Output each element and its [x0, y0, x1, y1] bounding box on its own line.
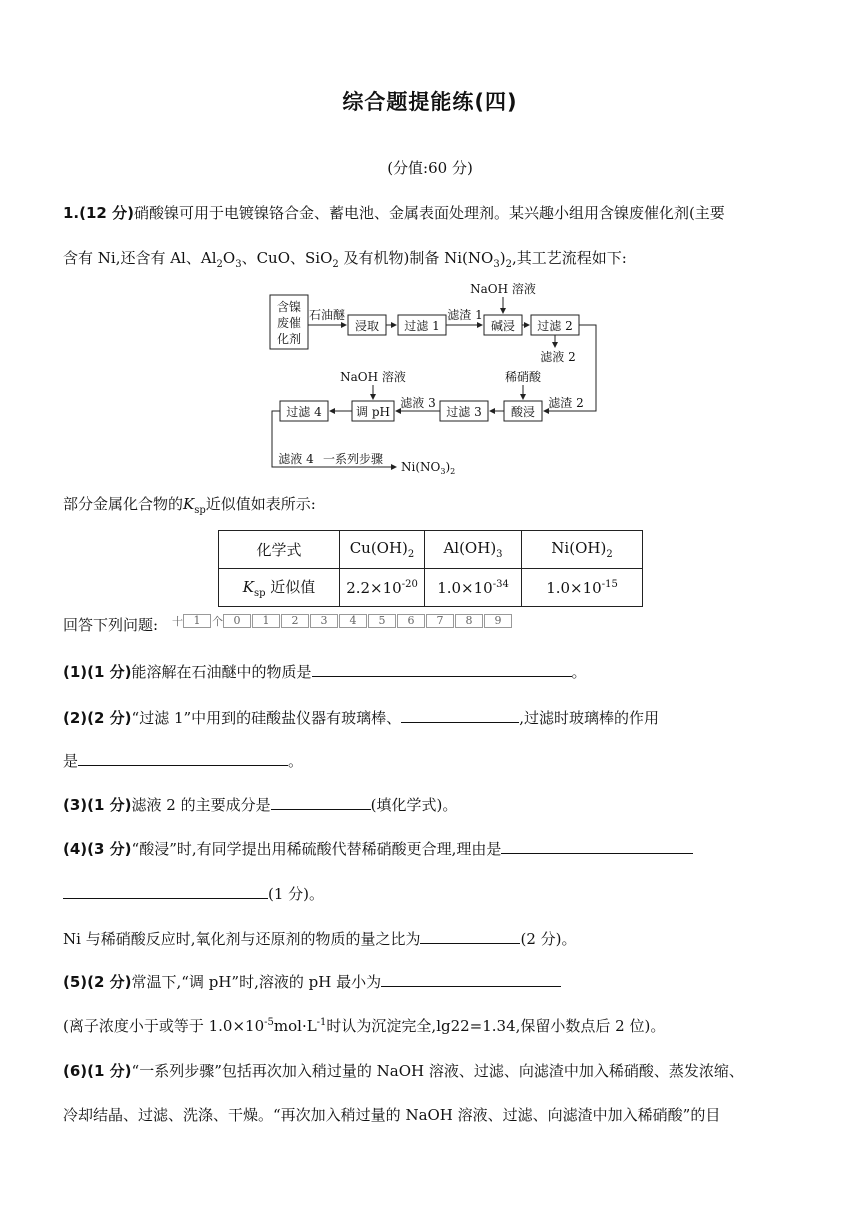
flow-start-2: 废催: [276, 316, 302, 330]
flow-label-petroleum: 石油醚: [308, 308, 346, 322]
question-1-part-4-cont: (1 分)。: [63, 883, 324, 904]
answer-blank[interactable]: [501, 838, 693, 854]
answer-blank[interactable]: [420, 928, 520, 944]
flow-label-residue1: 滤渣 1: [447, 308, 483, 322]
question-1-part-3: (3)(1 分)滤液 2 的主要成分是 (填化学式)。: [63, 796, 458, 814]
table-header: $Al(OH)_3$: [425, 531, 522, 569]
question-1-part-2: (2)(2 分)“过滤 1”中用到的硅酸盐仪器有玻璃棒、 ,过滤时玻璃棒的作用: [63, 709, 659, 727]
flow-label-filtrate3: 滤液 3: [400, 396, 436, 410]
ksp-table: [218, 530, 643, 607]
flow-box-leach: 浸取: [354, 319, 380, 333]
question-1-part-4-b: Ni 与稀硝酸反应时,氧化剂与还原剂的物质的量之比为 (2 分)。: [63, 930, 577, 948]
table-header: $Ni(OH)_2$: [522, 531, 643, 569]
flow-label-filtrate4: 滤液 4: [278, 452, 314, 466]
table-cell: $1.0\times 10^{-15}$: [522, 569, 643, 607]
flow-box-filter3: 过滤 3: [446, 405, 482, 419]
answer-blank[interactable]: [78, 750, 288, 766]
question-1-part-6-cont: 冷却结晶、过滤、洗涤、干燥。“再次加入稍过量的 NaOH 溶液、过滤、向滤渣中加入稀硝酸”的目: [63, 1106, 721, 1124]
flow-product: $Ni(NO_3)_2$: [401, 460, 456, 476]
table-row: [219, 569, 643, 607]
table-row: [219, 531, 643, 569]
flow-box-alkali: 碱浸: [490, 319, 516, 333]
table-cell: $K_{sp}$ 近似值: [219, 569, 340, 607]
flow-box-ph: 调 pH: [356, 405, 390, 419]
question-1-part-2-cont: 是 。: [63, 752, 304, 770]
flow-label-naoh2: NaOH 溶液: [340, 370, 406, 384]
answer-blank[interactable]: [271, 794, 371, 810]
question-1-part-5: (5)(2 分)常温下,“调 pH”时,溶液的 pH 最小为: [63, 971, 561, 992]
answer-blank[interactable]: [401, 707, 519, 723]
answer-intro: 回答下列问题:: [63, 616, 159, 634]
question-1-part-4: (4)(3 分)“酸浸”时,有同学提出用稀硫酸代替稀硝酸更合理,理由是: [63, 838, 693, 859]
page-title: 综合题提能练(四): [342, 90, 518, 114]
answer-blank[interactable]: [312, 661, 572, 677]
flow-box-filter2: 过滤 2: [537, 319, 573, 333]
question-1-part-5-note: (离子浓度小于或等于 $1.0\times 10^{-5}mol\cdot L^{-1}$时认为沉淀完全,lg22=1.34,保留小数点后 2 位)。: [63, 1017, 666, 1035]
flow-start-1: 含镍: [276, 300, 302, 314]
table-cell: $2.2\times 10^{-20}$: [340, 569, 425, 607]
ksp-intro: 部分金属化合物的$K_{sp}$近似值如表所示:: [63, 495, 316, 516]
flow-box-acid: 酸浸: [510, 405, 536, 419]
table-header: $Cu(OH)_2$: [340, 531, 425, 569]
answer-blank[interactable]: [381, 971, 561, 987]
flow-label-filtrate2: 滤液 2: [540, 350, 576, 364]
flow-box-filter1: 过滤 1: [404, 319, 440, 333]
question-1-part-1: (1)(1 分)能溶解在石油醚中的物质是 。: [63, 663, 587, 681]
score-ruler: 十 1 个 0 1 2 3 4 5 6 7 8 9: [172, 614, 513, 628]
answer-blank[interactable]: [63, 883, 268, 899]
flow-label-residue2: 滤渣 2: [548, 396, 584, 410]
table-header: 化学式: [219, 531, 340, 569]
flow-label-steps: 一系列步骤: [322, 452, 384, 466]
process-flow-diagram: [268, 281, 608, 477]
table-cell: $1.0\times 10^{-34}$: [425, 569, 522, 607]
question-1-part-6: (6)(1 分)“一系列步骤”包括再次加入稍过量的 NaOH 溶液、过滤、向滤渣中加入稀硝酸、蒸发浓缩、: [63, 1062, 744, 1080]
flow-label-hno3: 稀硝酸: [504, 370, 542, 384]
score-note: (分值:60 分): [387, 159, 473, 177]
question-1-line-2: 含有 Ni,还含有 Al、$Al_2O_3$、CuO、SiO$_2$ 及有机物)制备 $Ni(NO_3)_2$,其工艺流程如下:: [63, 249, 627, 270]
flow-start-3: 化剂: [276, 332, 302, 346]
flow-label-naoh: NaOH 溶液: [470, 282, 536, 296]
flow-box-filter4: 过滤 4: [286, 405, 322, 419]
question-1-line-1: 1.(12 分)硝酸镍可用于电镀镍铬合金、蓄电池、金属表面处理剂。某兴趣小组用含镍废催化剂(主要: [63, 204, 725, 222]
